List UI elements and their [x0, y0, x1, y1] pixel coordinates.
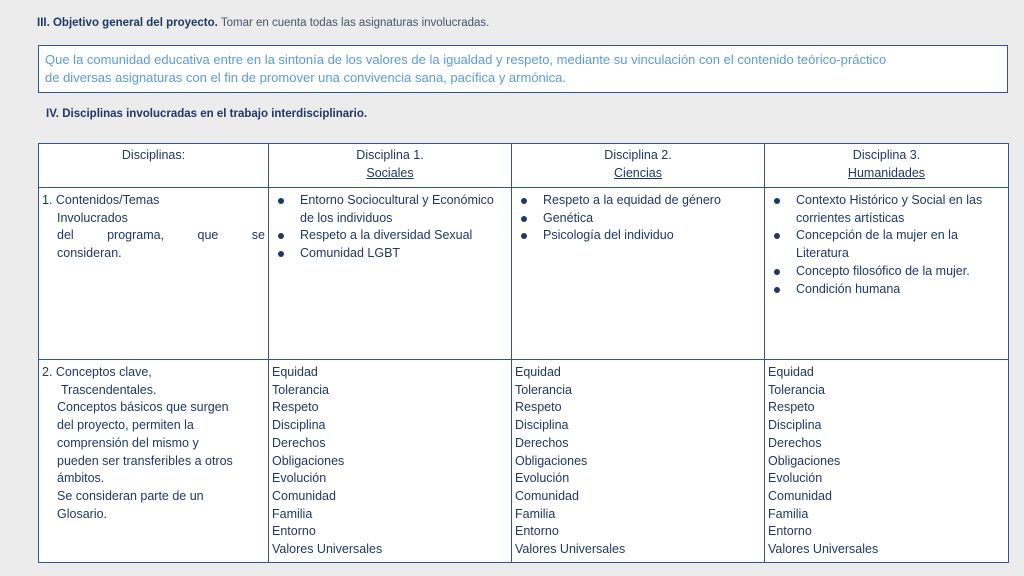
table-row-contenidos: [39, 188, 1009, 360]
header-disciplina-1-name: Sociales: [366, 165, 414, 180]
row-2-desc-line: ámbitos.: [57, 471, 105, 486]
row-2-desc-line: comprensión del mismo y: [57, 435, 199, 450]
concept-item: Disciplina: [515, 418, 569, 433]
row-1-desc-line-2: consideran.: [57, 246, 122, 261]
concept-item: Respeto: [272, 400, 319, 415]
concept-item: Equidad: [515, 365, 561, 379]
header-disciplina-2-label: Disciplina 2.: [604, 148, 672, 162]
list-item: Contexto Histórico y Social en las corrientes artísticas: [768, 192, 1005, 227]
row-2-col-3: [765, 360, 1009, 563]
concept-item: Disciplina: [768, 418, 822, 433]
concept-item: Disciplina: [272, 418, 326, 433]
header-disciplina-3-name: Humanidades: [847, 165, 926, 180]
concept-item: Derechos: [768, 435, 822, 450]
concept-item: Obligaciones: [515, 453, 588, 468]
header-disciplina-2: [512, 144, 765, 188]
objective-text-line-2: de diversas asignaturas con el fin de promover una convivencia sana, pacífica y armónica.: [45, 70, 567, 85]
list-item: Respeto a la equidad de género: [515, 192, 761, 210]
concept-item: Familia: [768, 506, 809, 521]
section-3-heading: III. Objetivo general del proyecto.: [37, 17, 218, 29]
table-row-conceptos: [39, 360, 1009, 563]
row-1-col-1: [269, 188, 512, 360]
row-2-subtitle: Trascendentales.: [61, 382, 157, 397]
row-2-desc-line: Conceptos básicos que surgen: [57, 400, 229, 415]
row-2-col-1: [269, 360, 512, 563]
row-1-col-3-list: [768, 192, 1005, 298]
section-4-heading: IV. Disciplinas involucradas en el trabajo interdisciplinario.: [46, 108, 368, 120]
concept-item: Familia: [272, 506, 313, 521]
list-item: Psicología del individuo: [515, 227, 761, 245]
concept-item: Equidad: [272, 365, 318, 379]
list-item: Comunidad LGBT: [272, 245, 508, 263]
header-disciplinas-label: Disciplinas:: [121, 148, 186, 162]
row-1-col-1-list: [272, 192, 508, 263]
header-disciplinas: [39, 144, 269, 188]
row-2-col-2: [512, 360, 765, 563]
row-1-subtitle: Involucrados: [57, 210, 128, 225]
header-disciplina-2-name: Ciencias: [614, 165, 662, 180]
concept-item: Obligaciones: [272, 453, 345, 468]
concept-item: Comunidad: [272, 488, 336, 503]
table-header-row: [39, 144, 1009, 188]
list-item: Entorno Sociocultural y Económico de los individuos: [272, 192, 508, 227]
header-disciplina-3: [765, 144, 1009, 188]
concept-item: Familia: [515, 506, 556, 521]
concept-item: Tolerancia: [272, 382, 329, 397]
objective-text-line-1: Que la comunidad educativa entre en la sintonía de los valores de la igualdad y respeto, mediante su vinculación con el contenido teórico-práctico: [45, 52, 887, 67]
concept-item: Valores Universales: [768, 542, 879, 557]
concept-item: Respeto: [515, 400, 562, 415]
concept-item: Entorno: [768, 524, 812, 539]
header-disciplina-1: [269, 144, 512, 188]
row-1-col-2-list: [515, 192, 761, 245]
row-2-title: 2. Conceptos clave,: [42, 365, 152, 379]
list-item: Condición humana: [768, 281, 1005, 299]
row-1-label-cell: [39, 188, 269, 360]
row-1-col-3: [765, 188, 1009, 360]
row-2-desc-line: Glosario.: [57, 506, 108, 521]
section-3-note: Tomar en cuenta todas las asignaturas involucradas.: [217, 17, 490, 29]
row-2-desc-line: del proyecto, permiten la: [57, 418, 194, 433]
list-item: Concepción de la mujer en la Literatura: [768, 227, 1005, 262]
list-item: Genética: [515, 210, 761, 228]
concept-item: Comunidad: [515, 488, 579, 503]
row-2-label-cell: [39, 360, 269, 563]
concept-item: Comunidad: [768, 488, 832, 503]
concept-item: Equidad: [768, 365, 814, 379]
concept-item: Entorno: [515, 524, 559, 539]
list-item: Respeto a la diversidad Sexual: [272, 227, 508, 245]
row-1-desc-line-1: del programa, que se: [57, 228, 265, 243]
objective-box: [38, 45, 1008, 93]
header-disciplina-1-label: Disciplina 1.: [356, 148, 424, 162]
concept-item: Tolerancia: [768, 382, 825, 397]
concept-item: Entorno: [272, 524, 316, 539]
row-1-col-2: [512, 188, 765, 360]
concept-item: Evolución: [272, 471, 327, 486]
concept-item: Respeto: [768, 400, 815, 415]
section-4-title: [46, 108, 367, 120]
concept-item: Derechos: [272, 435, 326, 450]
concept-item: Evolución: [515, 471, 570, 486]
row-2-desc-line: pueden ser transferibles a otros: [57, 453, 233, 468]
row-1-title: 1. Contenidos/Temas: [42, 193, 160, 207]
concept-item: Obligaciones: [768, 453, 841, 468]
concept-item: Valores Universales: [515, 542, 626, 557]
concept-item: Tolerancia: [515, 382, 572, 397]
concept-item: Derechos: [515, 435, 569, 450]
concept-item: Valores Universales: [272, 542, 383, 557]
list-item: Concepto filosófico de la mujer.: [768, 263, 1005, 281]
disciplines-table: [38, 143, 1009, 563]
header-disciplina-3-label: Disciplina 3.: [852, 148, 921, 162]
row-2-desc-line: Se consideran parte de un: [57, 488, 204, 503]
concept-item: Evolución: [768, 471, 823, 486]
section-3-title: [37, 17, 489, 29]
